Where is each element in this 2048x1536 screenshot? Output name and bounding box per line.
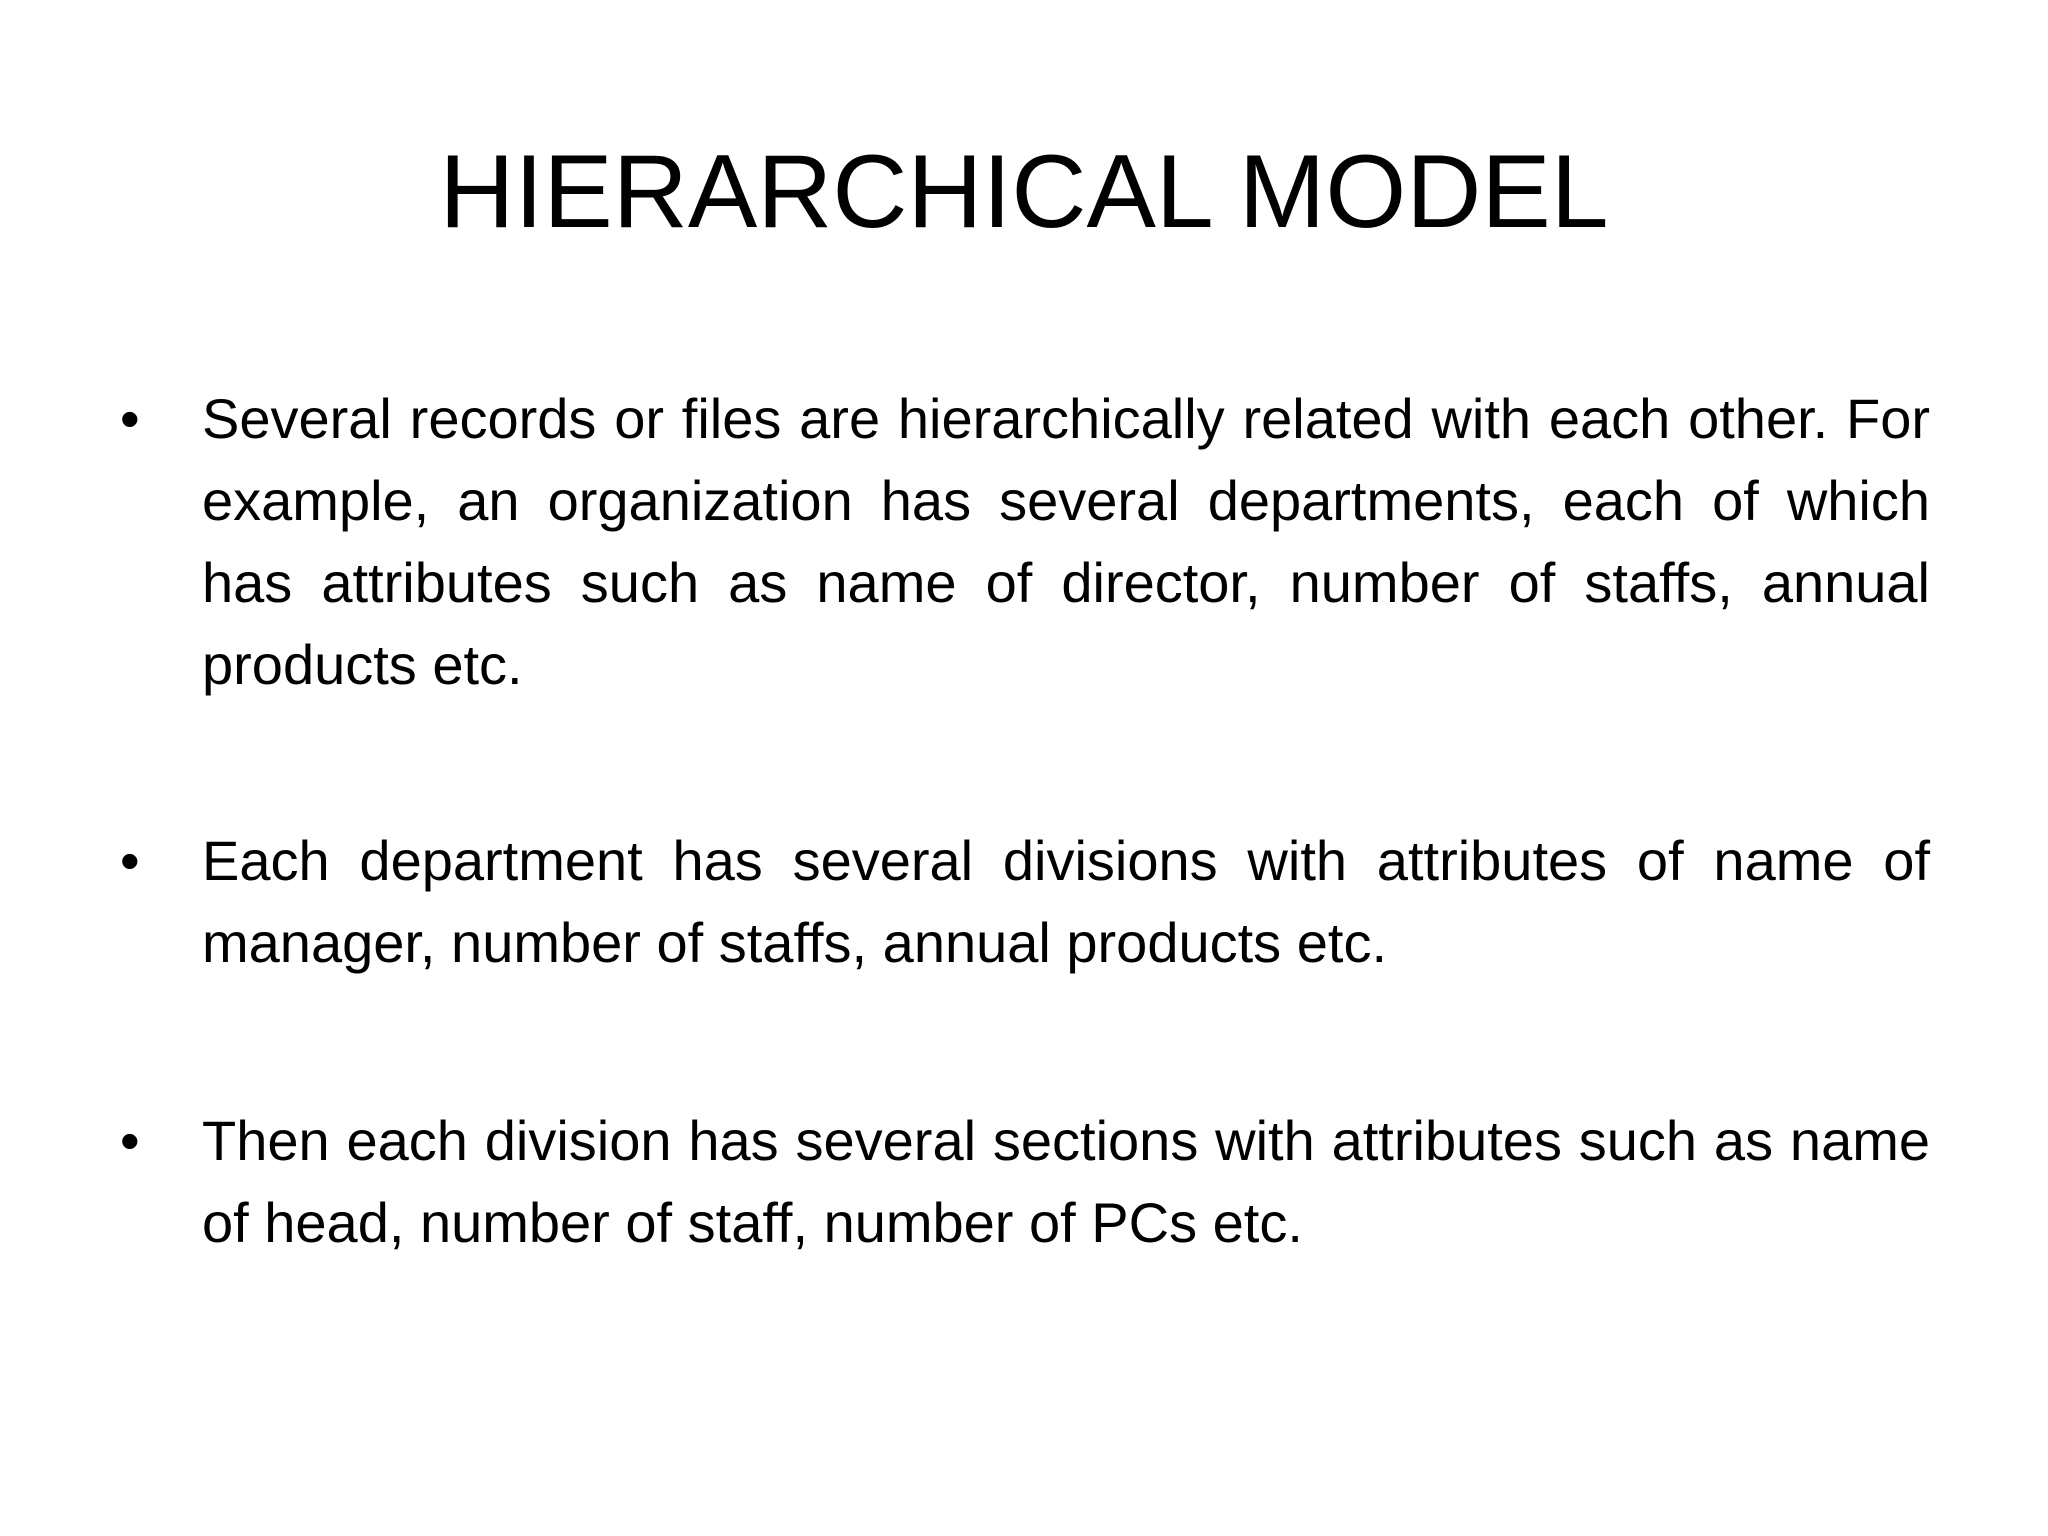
slide-title: HIERARCHICAL MODEL bbox=[439, 134, 1609, 250]
bullet-text: Several records or files are hierarchically related with each other. For example, an organization has several departments, each of which has attributes such as name of director, number of staffs, annual products etc. bbox=[202, 387, 1930, 696]
bullet-icon: • bbox=[120, 829, 140, 892]
bullet-text: Each department has several divisions with attributes of name of manager, number of staffs, annual products etc. bbox=[202, 829, 1930, 974]
bullet-icon: • bbox=[120, 387, 140, 450]
bullet-icon: • bbox=[120, 1109, 140, 1172]
bullet-text: Then each division has several sections with attributes such as name of head, number of staff, number of PCs etc. bbox=[202, 1109, 1930, 1254]
